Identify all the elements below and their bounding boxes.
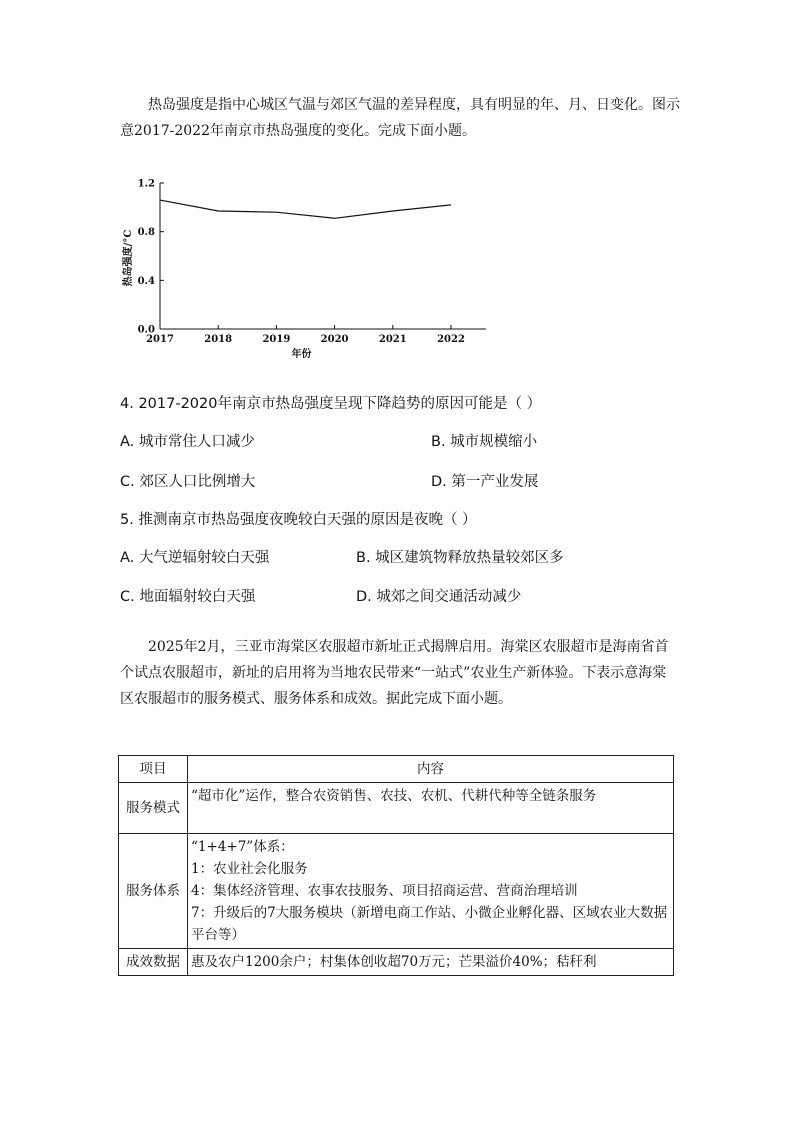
- q4-option-a[interactable]: A. 城市常住人口减少: [120, 434, 255, 450]
- table-header-row: [119, 756, 674, 783]
- content-line: “超市化”运作，整合农资销售、农技、农机、代耕代种等全链条服务: [191, 788, 597, 804]
- content-line: 7：升级后的7大服务模块（新增电商工作站、小微企业孵化器、区域农业大数据平台等）: [191, 905, 668, 943]
- y-tick-label: 0.8: [137, 227, 155, 239]
- q5-option-a[interactable]: A. 大气逆辐射较白天强: [120, 550, 270, 566]
- question-5-stem: 5. 推测南京市热岛强度夜晚较白天强的原因是夜晚（ ）: [120, 512, 477, 528]
- y-tick-label: 0.4: [137, 275, 155, 287]
- passage-intro-heat-island: 热岛强度是指中心城区气温与郊区气温的差异程度，具有明显的年、月、日变化。图示意2017-2022年南京市热岛强度的变化。完成下面小题。: [120, 97, 680, 139]
- table-row: [119, 783, 674, 834]
- q5-option-b[interactable]: B. 城区建筑物释放热量较郊区多: [356, 550, 564, 566]
- q4-option-b[interactable]: B. 城市规模缩小: [431, 434, 538, 450]
- content-line: 惠及农户1200余户；村集体创收超70万元；芒果溢价40%；秸秆利: [191, 954, 597, 970]
- x-tick-label: 2022: [437, 334, 465, 345]
- row-content-service-system: [188, 834, 674, 949]
- table-row: [119, 949, 674, 976]
- x-tick-label: 2021: [378, 334, 407, 345]
- row-label-service-mode: 服务模式: [119, 783, 188, 834]
- x-tick-label: 2017: [146, 334, 174, 345]
- header-item: 项目: [119, 756, 188, 783]
- q4-option-d[interactable]: D. 第一产业发展: [431, 474, 539, 490]
- x-tick-label: 2019: [262, 334, 291, 345]
- content-line: “1+4+7”体系：: [191, 839, 294, 855]
- content-line: 1：农业社会化服务: [191, 861, 308, 877]
- row-label-results: 成效数据: [119, 949, 188, 976]
- farm-service-table: [118, 755, 674, 976]
- question-4-stem: 4. 2017-2020年南京市热岛强度呈现下降趋势的原因可能是（ ）: [120, 396, 542, 412]
- row-label-service-system: 服务体系: [119, 834, 188, 949]
- y-tick-label: 0.0: [137, 324, 155, 336]
- row-content-service-mode: [188, 783, 674, 834]
- series-line-heat-island: [160, 200, 451, 218]
- q5-option-c[interactable]: C. 地面辐射较白天强: [120, 589, 256, 605]
- passage-intro-farm-service: 2025年2月，三亚市海棠区农服超市新址正式揭牌启用。海棠区农服超市是海南省首个试点农服超市，新址的启用将为当地农民带来“一站式”农业生产新体验。下表示意海棠区农服超市的服务模式、服务体系和成效。据此完成下面小题。: [120, 639, 669, 707]
- table-row: [119, 834, 674, 949]
- row-content-results: [188, 949, 674, 976]
- y-tick-label: 1.2: [137, 178, 155, 190]
- x-tick-label: 2020: [320, 334, 349, 345]
- q4-option-c[interactable]: C. 郊区人口比例增大: [120, 474, 256, 490]
- content-line: 4：集体经济管理、农事农技服务、项目招商运营、营商治理培训: [191, 883, 578, 899]
- q5-option-d[interactable]: D. 城郊之间交通活动减少: [356, 589, 522, 605]
- y-axis-label: 热岛强度/°C: [123, 229, 134, 287]
- header-content: 内容: [188, 756, 674, 783]
- x-axis-label: 年份: [291, 349, 312, 360]
- x-tick-label: 2018: [204, 334, 233, 345]
- heat-island-line-chart: [118, 172, 498, 367]
